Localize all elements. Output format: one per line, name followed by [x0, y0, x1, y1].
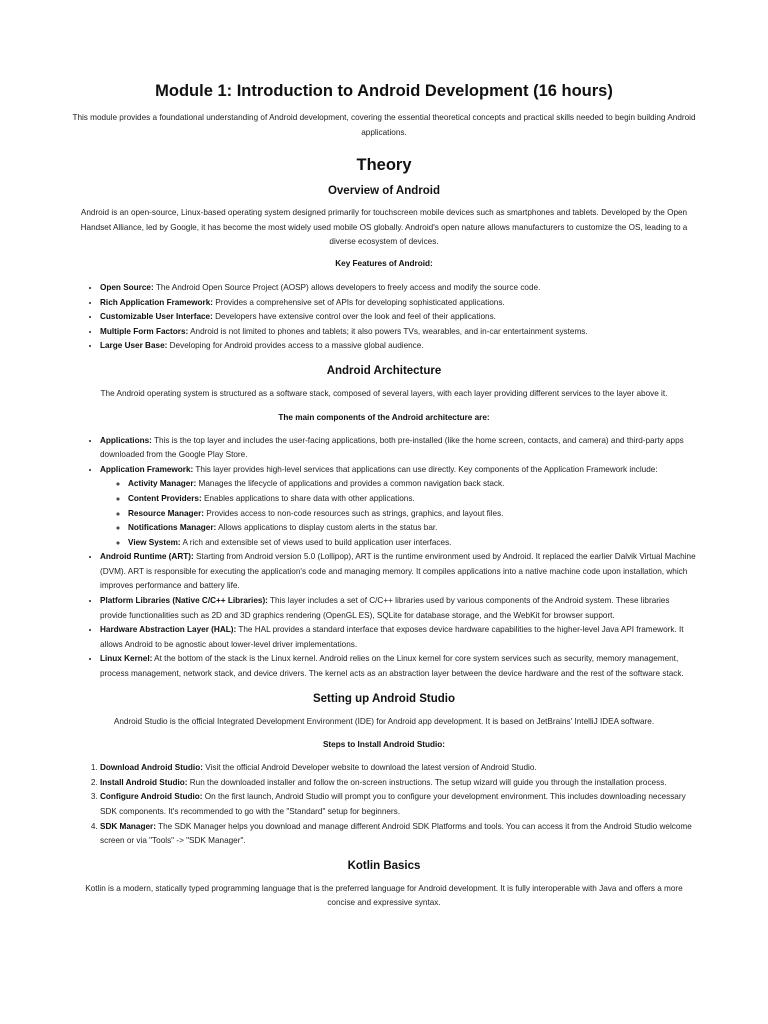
kotlin-paragraph: Kotlin is a modern, statically typed programming language that is the preferred language for Android development. It is fully interoperable with Java and offers a more concise and expressive syntax. — [85, 883, 683, 908]
components-subheading: The main components of the Android architecture are: — [278, 412, 490, 422]
architecture-paragraph: The Android operating system is structured as a software stack, composed of several layers, with each layer providing different services to the layer above it. — [100, 388, 668, 398]
theory-heading: Theory — [356, 156, 412, 175]
architecture-heading: Android Architecture — [326, 364, 442, 377]
list-item: • Applications: This is the top layer and includes the user-facing applications, both pre-installed (like the home screen, contacts, and camera) and third-party apps downloaded from the Google Play Store. — [100, 434, 696, 463]
list-item: • Application Framework: This layer provides high-level services that applications can use directly. Key components of the Application Framework include: ◦ Activity Manager: Manages the lifecycle of applications and provides a common navigation back stack. ◦ Content Providers: Enables applications to share data with other applications. ◦ Resource Manager: Provides access to non-code resources such as strings, graphics, and layout files. ◦ Notifications Manager: Allows applications to display custom alerts in the status bar. ◦ View System: A rich and extensible set of views used to build application user interfaces. — [100, 463, 696, 551]
list-item: • Linux Kernel: At the bottom of the stack is the Linux kernel. Android relies on the Linux kernel for core system services such as security, memory management, process management, network stack, and device drivers. The kernel acts as an abstraction layer between the device hardware and the rest of the software stack. — [100, 652, 696, 681]
list-item: ◦ Content Providers: Enables applications to share data with other applications. — [128, 492, 696, 507]
studio-heading: Setting up Android Studio — [312, 692, 456, 705]
list-item: • Platform Libraries (Native C/C++ Libraries): This layer includes a set of C/C++ libraries used by various components of the Android system. These libraries provide functionalities such as 2D and 3D graphics rendering (OpenGL ES), SQLite for database storage, and the WebKit for browser support. — [100, 594, 696, 623]
list-item: • Rich Application Framework: Provides a comprehensive set of APIs for developing sophisticated applications. — [100, 296, 696, 311]
features-subheading: Key Features of Android: — [335, 258, 433, 268]
intro-paragraph: This module provides a foundational understanding of Android development, covering the essential theoretical concepts and practical skills needed to begin building Android applications. — [72, 113, 696, 137]
list-item: ◦ Resource Manager: Provides access to non-code resources such as strings, graphics, and layout files. — [128, 507, 696, 522]
list-item: • Android Runtime (ART): Starting from Android version 5.0 (Lollipop), ART is the runtime environment used by Android. It replaced the earlier Dalvik Virtual Machine (DVM). ART is responsible for executing the application's code and managing memory. It compiles applications into a native machine code upon installation, which improves performance and battery life. — [100, 550, 696, 594]
features-list — [72, 281, 696, 354]
list-item: 1. Download Android Studio: Visit the official Android Developer website to download the latest version of Android Studio. — [100, 761, 696, 776]
steps-subheading: Steps to Install Android Studio: — [322, 740, 446, 750]
list-item: • Customizable User Interface: Developers have extensive control over the look and feel of their applications. — [100, 310, 696, 325]
list-item: • Multiple Form Factors: Android is not limited to phones and tablets; it also powers TVs, wearables, and in-car entertainment systems. — [100, 325, 696, 340]
list-item: ◦ Activity Manager: Manages the lifecycle of applications and provides a common navigation back stack. — [128, 477, 696, 492]
studio-paragraph: Android Studio is the official Integrated Development Environment (IDE) for Android app development. It is based on JetBrains' IntelliJ IDEA software. — [113, 716, 655, 726]
list-item: 2. Install Android Studio: Run the downloaded installer and follow the on-screen instructions. The setup wizard will guide you through the installation process. — [100, 776, 696, 791]
page-title: Module 1: Introduction to Android Development (16 hours) — [155, 82, 613, 100]
overview-heading: Overview of Android — [327, 185, 441, 198]
list-item: ◦ View System: A rich and extensible set of views used to build application user interfaces. — [128, 536, 696, 551]
framework-sublist — [100, 477, 696, 550]
overview-paragraph: Android is an open-source, Linux-based operating system designed primarily for touchscreen mobile devices such as smartphones and tablets. Developed by the Open Handset Alliance, led by Google, it has become the most widely used mobile OS globally. Android's open nature allows manufacturers to customize the OS, leading to a diverse ecosystem of devices. — [80, 208, 688, 247]
list-item: • Hardware Abstraction Layer (HAL): The HAL provides a standard interface that exposes device hardware capabilities to the higher-level Java API framework. It allows Android to be agnostic about lower-level driver implementations. — [100, 623, 696, 652]
list-item: ◦ Notifications Manager: Allows applications to display custom alerts in the status bar. — [128, 521, 696, 536]
components-list — [72, 434, 696, 682]
install-steps-list — [72, 761, 696, 849]
kotlin-heading: Kotlin Basics — [347, 859, 421, 872]
list-item: 4. SDK Manager: The SDK Manager helps you download and manage different Android SDK Platforms and tools. You can access it from the Android Studio welcome screen or via "Tools" -> "SDK Manager". — [100, 820, 696, 849]
list-item: 3. Configure Android Studio: On the first launch, Android Studio will prompt you to configure your development environment. This includes downloading necessary SDK components. It's recommended to go with the "Standard" setup for beginners. — [100, 790, 696, 819]
list-item: • Large User Base: Developing for Android provides access to a massive global audience. — [100, 339, 696, 354]
list-item: • Open Source: The Android Open Source Project (AOSP) allows developers to freely access and modify the source code. — [100, 281, 696, 296]
